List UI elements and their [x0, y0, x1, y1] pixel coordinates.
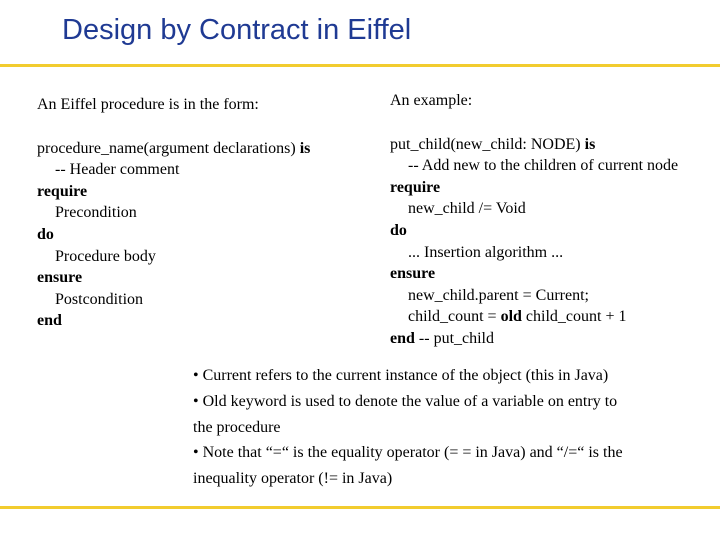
- code-line: [37, 267, 377, 289]
- code-keyword: ensure: [390, 265, 436, 283]
- code-line: [37, 246, 377, 268]
- slide-title: Design by Contract in Eiffel: [62, 14, 412, 46]
- code-line: [390, 155, 720, 177]
- note-line: the procedure: [193, 418, 281, 436]
- code-text: procedure_name(argument declarations): [37, 139, 300, 157]
- code-line: [390, 134, 720, 156]
- left-code-block: [37, 138, 377, 332]
- code-keyword: end: [37, 312, 62, 330]
- left-column: [37, 94, 377, 332]
- code-line: [37, 159, 377, 181]
- code-text: child_count =: [408, 308, 501, 326]
- code-line: [390, 242, 720, 264]
- right-code-block: [390, 134, 720, 350]
- code-text: child_count + 1: [521, 308, 627, 326]
- note-line: • Current refers to the current instance of the object (this in Java): [193, 367, 609, 384]
- code-keyword: require: [37, 182, 88, 200]
- code-text: -- put_child: [414, 329, 494, 347]
- right-intro: An example:: [390, 92, 473, 109]
- code-text: Procedure body: [55, 247, 156, 265]
- code-keyword: do: [390, 221, 407, 239]
- code-line: [37, 289, 377, 311]
- code-line: [390, 306, 720, 328]
- code-text: new_child.parent = Current;: [408, 286, 589, 304]
- code-text: -- Header comment: [55, 161, 180, 179]
- code-keyword: is: [299, 139, 311, 157]
- code-text: Postcondition: [55, 290, 144, 308]
- code-keyword: old: [500, 308, 522, 326]
- code-text: -- Add new to the children of current node: [408, 157, 679, 175]
- code-keyword: require: [390, 178, 441, 196]
- code-line: [37, 224, 377, 246]
- code-text: ... Insertion algorithm ...: [408, 243, 564, 261]
- note-line: • Note that “=“ is the equality operator (= = in Java) and “/=“ is the: [193, 444, 623, 462]
- code-line: [37, 138, 377, 160]
- code-text: Precondition: [55, 204, 137, 222]
- code-line: [390, 328, 720, 350]
- code-keyword: is: [584, 135, 596, 153]
- note-line: inequality operator (!= in Java): [193, 470, 393, 488]
- code-line: [37, 181, 377, 203]
- left-intro: An Eiffel procedure is in the form:: [37, 96, 259, 113]
- code-text: new_child /= Void: [408, 200, 526, 218]
- code-text: put_child(new_child: NODE): [390, 135, 585, 153]
- right-column: [390, 90, 720, 350]
- code-keyword: end: [390, 329, 415, 347]
- code-line: [390, 285, 720, 307]
- notes-block: [193, 363, 693, 492]
- title-divider: [0, 64, 720, 67]
- code-keyword: ensure: [37, 269, 83, 287]
- code-line: [37, 202, 377, 224]
- footer-divider: [0, 506, 720, 509]
- code-line: [390, 220, 720, 242]
- code-keyword: do: [37, 225, 54, 243]
- code-line: [390, 177, 720, 199]
- code-line: [390, 263, 720, 285]
- note-line: • Old keyword is used to denote the value of a variable on entry to: [193, 392, 618, 410]
- code-line: [37, 310, 377, 332]
- code-line: [390, 198, 720, 220]
